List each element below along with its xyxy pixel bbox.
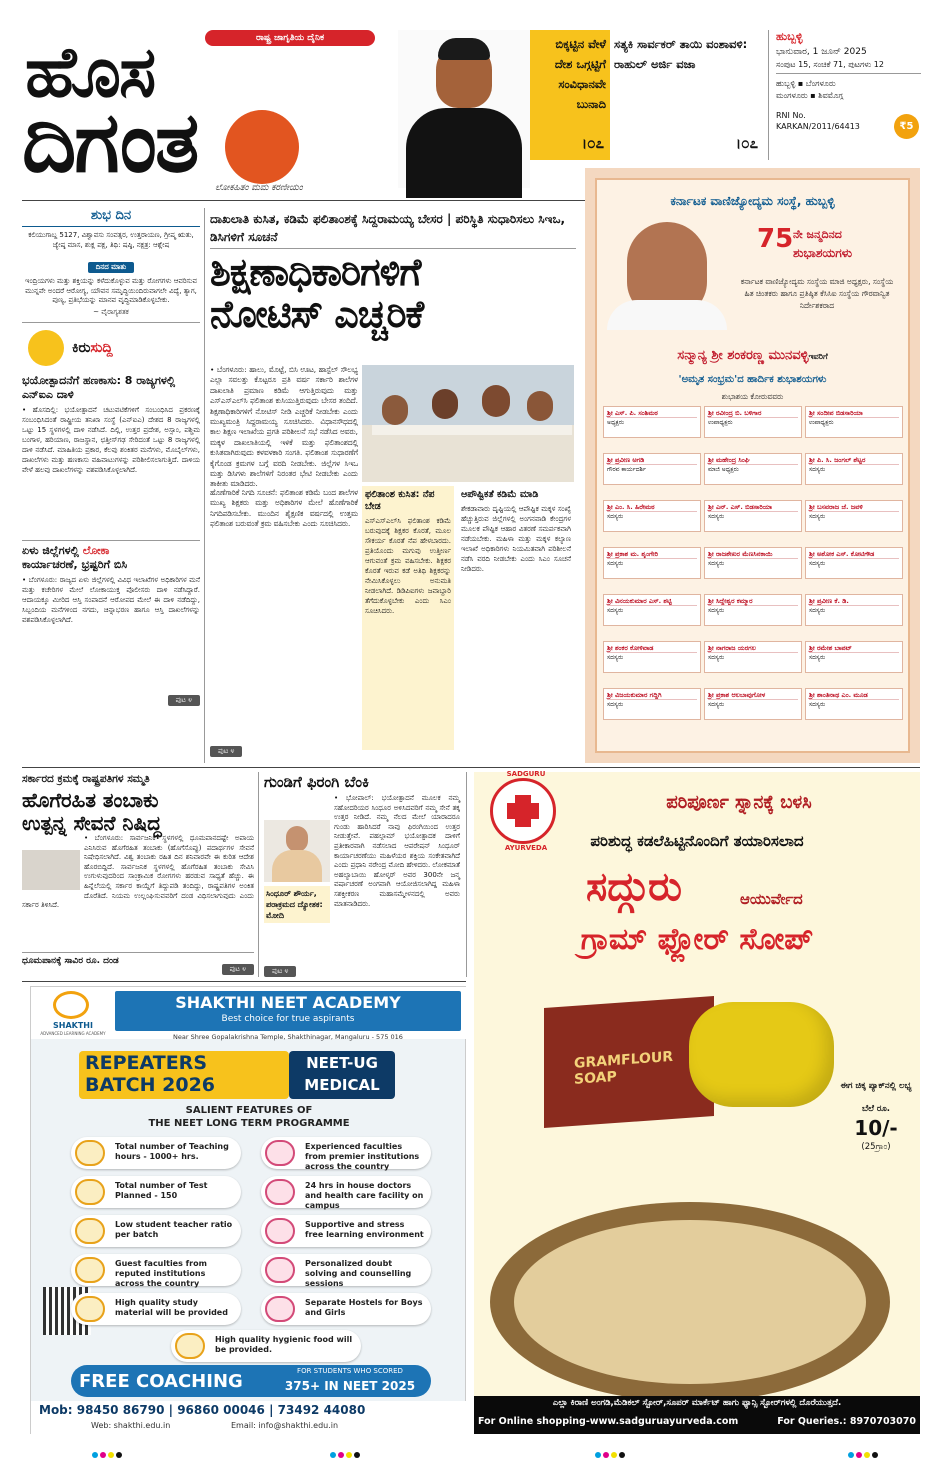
edition-info: ಹುಬ್ಬಳ್ಳಿ ಭಾನುವಾರ, 1 ಜೂನ್ 2025 ಸಂಪುಟ 15, ಸಂಚಿಕೆ 71, ಪುಟಗಳು 12 ಹುಬ್ಬಳ್ಳಿ ▪ ಬೆಂಗಳೂರು ಮಂಗಳೂರು ▪ ಶಿವಮೊಗ್ಗ ₹5 RNI No. KARKAN/2011/64413 <box>776 30 921 132</box>
registration-dots <box>848 1443 880 1462</box>
kiru-label: ಕಿರು <box>72 340 91 356</box>
neet-ad <box>30 986 466 1434</box>
modi-caption: ಸಿಂಧೂರ್ ಶೌರ್ಯ, ಪರಾಕ್ರಮದ ದ್ಯೋತಕ: ಮೋದಿ <box>264 886 330 923</box>
wish-cell-role: ಸದಸ್ಯರು <box>607 513 624 520</box>
neet-feature <box>71 1137 241 1169</box>
edition-4: ಶಿವಮೊಗ್ಗ <box>818 91 844 100</box>
edition-2: ಬೆಂಗಳೂರು <box>805 79 836 88</box>
wish-ad-shubhashaya: ಶುಭಾಶಯಗಳು <box>793 246 853 260</box>
wish-cell-role: ಸದಸ್ಯರು <box>708 560 725 567</box>
wish-cell-name: ಶ್ರೀ ಪಿ. ಸಿ. ಜಂಗಲ್ ಶೆಟ್ಟರ <box>809 456 899 465</box>
lead-kicker: ದಾಖಲಾತಿ ಕುಸಿತ, ಕಡಿಮೆ ಫಲಿತಾಂಶಕ್ಕೆ ಸಿದ್ದರಾಮಯ್ಯ ಬೇಸರ | ಪರಿಸ್ಥಿತಿ ಸುಧಾರಿಸಲು ಸಿಇಒ, ಡಿಸಿಗಳಿಗೆ ಸೂಚನೆ <box>210 210 576 249</box>
rni-number: RNI No. KARKAN/2011/64413 <box>776 111 860 131</box>
side-2-headline[interactable]: ಆಪೌಷ್ಟಿಕತೆ ಕಡಿಮೆ ಮಾಡಿ <box>461 489 539 500</box>
tobacco-body: • ಬೆಂಗಳೂರು: ಸಾರ್ವಜನಿಕ ಸ್ಥಳಗಳಲ್ಲಿ ಧೂಮಪಾನದಷ್ಟೇ ಅಪಾಯ ಎನಿಸಿರುವ ಹೊಗೆರಹಿತ ತಂಬಾಕು (ಹೊಗೆಸೊಪ್ಪು) ಪದಾರ್ಥಗಳ ಸೇವನೆ ನಿಷೇಧಿಸಲಾಗಿದೆ. ವಿಶ್ವ ತಂಬಾಕು ರಹಿತ ದಿನ ಶನಿವಾರವೇ ಈ ಕುರಿತ ಆದೇಶ ಹೊರಬಿದ್ದಿದೆ. ಸಾರ್ವಜನಿಕ ಸ್ಥಳಗಳಲ್ಲಿ ಹೊಗೆರಹಿತ ತಂಬಾಕು ಸೇವಿಸಿ ಉಗುಳುವುದರಿಂದ ಸಾಂಕ್ರಾಮಿಕ ರೋಗಗಳು ಹರಡುವ ಸಾಧ್ಯತೆ ಹೆಚ್ಚು. ಈ ಹಿನ್ನೆಲೆಯಲ್ಲಿ ಸರ್ಕಾರ ಕಾಯ್ದೆಗೆ ತಿದ್ದುಪಡಿ ತಂದಿದ್ದು, ರಾಷ್ಟ್ರಪತಿಗಳ ಅಂಕಿತ ದೊರೆತಿದೆ. ನಿಯಮ ಉಲ್ಲಂಘಿಸುವವರಿಗೆ ದಂಡ ವಿಧಿಸಲಾಗುವುದು ಎಂದು ಸರ್ಕಾರ ತಿಳಿಸಿದೆ. <box>22 834 254 910</box>
neet-feature <box>71 1176 241 1208</box>
neet-score: 375+ IN NEET 2025 <box>284 1379 416 1393</box>
tobacco-headline-1[interactable]: ಹೊಗೆರಹಿತ ತಂಬಾಕು <box>22 788 159 812</box>
masthead-slogan: ಲೋಕಹಿತಂ ಮಮ ಕರಣೀಯಂ <box>215 183 303 193</box>
wish-cell-name: ಶ್ರೀ ಮಹೇಂದ್ರ ಸಿಂಘಿ <box>708 456 798 465</box>
modi-body: • ಭೋಪಾಲ್: ಭಯೋತ್ಪಾದನೆ ಮೂಲಕ ನಮ್ಮ ಸಹೋದರಿಯರ ಸಿಂಧೂರ ಅಳಿಸಿದವರಿಗೆ ನಮ್ಮ ಸೇನೆ ತಕ್ಕ ಉತ್ತರ ನೀಡಿದೆ. ನಮ್ಮ ನೆಲದ ಮೇಲೆ ಯಾರಾದರೂ ಗುಂಡು ಹಾರಿಸಿದರೆ ನಾವು ಫಿರಂಗಿಯಿಂದ ಉತ್ತರ ನೀಡುತ್ತೇವೆ. ಪಹಲ್ಗಾಮ್ ಭಯೋತ್ಪಾದಕ ದಾಳಿಗೆ ಪ್ರತೀಕಾರವಾಗಿ ನಡೆಸಲಾದ ಆಪರೇಷನ್ ಸಿಂಧೂರ್ ಕಾರ್ಯಾಚರಣೆಯು ಮಹಿಳೆಯರ ಶಕ್ತಿಯ ಸಂಕೇತವಾಗಿದೆ ಎಂದು ಪ್ರಧಾನಿ ನರೇಂದ್ರ ಮೋದಿ ಹೇಳಿದರು. ಲೋಕಮಾತೆ ಅಹಲ್ಯಾಬಾಯಿ ಹೋಳ್ಕರ್ ಅವರ 300ನೇ ಜನ್ಮ ವರ್ಷಾಚರಣೆ ಅಂಗವಾಗಿ ಆಯೋಜಿಸಲಾಗಿದ್ದ ಮಹಿಳಾ ಸಶಕ್ತೀಕರಣ ಮಹಾಸಮ್ಮೇಳನದಲ್ಲಿ ಅವರು ಮಾತನಾಡಿದರು. <box>334 794 460 908</box>
wish-cell-name: ಶ್ರೀ ರಾಜಶೇಖರ ಮೆಣಸಿನಕಾಯಿ <box>708 550 798 559</box>
edition-date: ಭಾನುವಾರ, 1 ಜೂನ್ 2025 <box>776 47 867 57</box>
wish-cell-name: ಶ್ರೀ ಸಿದ್ದೇಶ್ವರ ಕಮ್ಮಾರ <box>708 597 798 606</box>
wish-ad-grid <box>597 406 908 746</box>
soap-line-1: ಪರಿಪೂರ್ಣ ಸ್ನಾನಕ್ಕೆ ಬಳಸಿ <box>666 792 812 813</box>
wish-cell <box>704 500 802 532</box>
lead-story <box>210 210 576 335</box>
neet-phone-1[interactable]: 98450 86790 <box>76 1403 165 1417</box>
shubha-dina-title: ಶುಭ ದಿನ <box>90 208 132 223</box>
news-1-headline[interactable]: ಭಯೋತ್ಪಾದನೆಗೆ ಹಣಕಾಸು: 8 ರಾಜ್ಯಗಳಲ್ಲಿ ಎನ್‌ಐಎ ದಾಳಿ <box>22 374 176 401</box>
wish-cell-role: ಸದಸ್ಯರು <box>809 513 826 520</box>
teaser-1-text: ಬಿಕ್ಕಟ್ಟಿನ ವೇಳೆ ದೇಶ ಒಗ್ಗಟ್ಟಿಗೆ ಸಂವಿಧಾನವೇ ಬುನಾದಿ <box>554 37 606 111</box>
quote-text: ಇಂದ್ರಿಯಗಳು ಮತ್ತು ಶಕ್ತಿಯನ್ನು ಕಳೆದುಕೊಳ್ಳುವ ಮತ್ತು ರೋಗಗಳು ಆವರಿಸುವ ಮುನ್ನವೇ ಅಂದರೆ ಆರೋಗ್ಯ, ಯೌವನ ಸಮೃದ್ಧಿಯಿಂದಿರುವಾಗಲೇ ವಿದ್ಯೆ, ತ್ಯಾಗ, ಪುಣ್ಯ, ಪ್ರತಿಭೆಯನ್ನು ಮಾನವ ವೃದ್ಧಿಮಾಡಿಕೊಳ್ಳಬೇಕು. <box>25 277 197 304</box>
registration-dots <box>595 1443 627 1462</box>
feature-icon <box>265 1257 295 1283</box>
wish-cell-name: ಶ್ರೀ ಶಾಂತಿನಾಥ ಎಂ. ಮೂಡ <box>809 691 899 700</box>
soap-price: 10/- <box>854 1116 898 1140</box>
neet-feature-text: Experienced faculties from premier institutions across the country <box>305 1142 420 1171</box>
masthead-map-emblem <box>225 110 299 184</box>
teaser-1-page: ।೦೭ <box>581 134 604 152</box>
news-1-body: • ಹೊಸದಿಲ್ಲಿ: ಭಯೋತ್ಪಾದನೆ ಚಟುವಟಿಕೆಗಳಿಗೆ ಸಂಬಂಧಿಸಿದ ಪ್ರಕರಣಕ್ಕೆ ಸಂಬಂಧಿಸಿದಂತೆ ರಾಷ್ಟ್ರೀಯ ತನಿಖಾ ಸಂಸ್ಥೆ (ಎನ್‌ಐಎ) ದೇಶದ 8 ರಾಜ್ಯಗಳಲ್ಲಿ ಒಟ್ಟು 15 ಸ್ಥಳಗಳಲ್ಲಿ ದಾಳಿ ನಡೆಸಿದೆ. ದಿಲ್ಲಿ, ಉತ್ತರ ಪ್ರದೇಶ, ಅಸ್ಸಾಂ, ಪಶ್ಚಿಮ ಬಂಗಾಳ, ಹರಿಯಾಣ, ರಾಜಸ್ಥಾನ, ಛತ್ತೀಸ್‌ಗಢ ಸೇರಿದಂತೆ ಒಟ್ಟು 8 ರಾಜ್ಯಗಳಲ್ಲಿ ದಾಳಿ ನಡೆಸಿದೆ. ಮಾಹಿತಿಯ ಪ್ರಕಾರ, ಕೆಲವು ಶಂಕಿತರ ಮನೆಗಳು, ಮೊಬೈಲ್‌ಗಳು, ದಾಖಲೆಗಳು ಮತ್ತು ಹಣಕಾಸು ವಹಿವಾಟುಗಳನ್ನು ಪರಿಶೀಲಿಸಲಾಗುತ್ತಿದೆ. ದಾಳಿಯ ವೇಳೆ ಹಲವು ದಾಖಲೆಗಳನ್ನು ವಶಪಡಿಸಿಕೊಳ್ಳಲಾಗಿದೆ. <box>22 406 200 474</box>
neet-phone-3[interactable]: 73492 44080 <box>277 1403 366 1417</box>
soap-name-2: ಆಯುರ್ವೇದ <box>740 890 803 908</box>
soap-online-link[interactable]: For Online shopping-www.sadguruayurveda.com <box>478 1416 739 1427</box>
shakthi-logo <box>53 991 89 1019</box>
wish-ad-name: ಸನ್ಮಾನ್ಯ ಶ್ರೀ ಶಂಕರಣ್ಣ ಮುನವಳ್ಳಿ <box>677 348 809 363</box>
feature-icon <box>265 1296 295 1322</box>
wish-cell <box>805 547 903 579</box>
feature-icon <box>75 1296 105 1322</box>
side-2-body: ಶೇಕಡಾವಾರು ದೃಷ್ಟಿಯಲ್ಲಿ ಆಪೌಷ್ಟಿಕ ಮಕ್ಕಳ ಸಂಖ್ಯೆ ಹೆಚ್ಚುತ್ತಿರುವ ಜಿಲ್ಲೆಗಳಲ್ಲಿ ಅಂಗನವಾಡಿ ಕೇಂದ್ರಗಳ ಮೂಲಕ ಪೌಷ್ಟಿಕ ಆಹಾರ ವಿತರಣೆ ಸಮರ್ಪಕವಾಗಿ ನಡೆಯಬೇಕು. ಮಹಿಳಾ ಮತ್ತು ಮಕ್ಕಳ ಕಲ್ಯಾಣ ಇಲಾಖೆ ಅಧಿಕಾರಿಗಳು ನಿಯಮಿತವಾಗಿ ಪರಿಶೀಲನೆ ನಡೆಸಿ ವರದಿ ನೀಡಬೇಕು ಎಂದು ಸಿಎಂ ಸೂಚನೆ ನೀಡಿದರು. <box>461 505 571 573</box>
masthead-photo <box>398 30 530 188</box>
soap-box-text: GRAMFLOUR SOAP <box>574 1048 674 1088</box>
neet-feature <box>71 1293 241 1325</box>
wish-cell-name: ಶ್ರೀ ಎನ್. ಎಸ್. ಬಿಡಸಾರಿಯಾ <box>708 503 798 512</box>
wish-cell-name: ಶ್ರೀ ಎಸ್. ಪಿ. ಸಂಶಿಮಠ <box>607 409 697 418</box>
neet-mob-label: Mob: <box>39 1403 73 1417</box>
wish-ad-org: ಕರ್ನಾಟಕ ವಾಣಿಜ್ಯೋದ್ಯಮ ಸಂಸ್ಥೆ, ಹುಬ್ಬಳ್ಳಿ <box>670 194 835 208</box>
megaphone-icon <box>28 330 64 366</box>
feature-icon <box>75 1257 105 1283</box>
neet-repeaters: REPEATERS <box>85 1052 207 1074</box>
wish-cell-name: ಶ್ರೀ ರಮೇಶ ಬಾಪಟ್ <box>809 644 899 653</box>
neet-title: SHAKTHI NEET ACADEMY <box>175 993 401 1012</box>
wish-cell-role: ಸದಸ್ಯರು <box>708 654 725 661</box>
wish-cell <box>704 547 802 579</box>
wish-cell <box>603 594 701 626</box>
shakthi-logo-sub: ADVANCED LEARNING ACADEMY <box>40 1031 106 1036</box>
neet-subtitle: Best choice for true aspirants <box>221 1014 355 1024</box>
neet-feature-text: High quality study material will be provided <box>115 1298 228 1317</box>
side-1-headline[interactable]: ಫಲಿತಾಂಶ ಕುಸಿತ: ನೆಪ ಬೇಡ <box>365 489 435 512</box>
sadguru-brand: SADGURU <box>506 770 546 778</box>
wish-ad-desc: ಕರ್ನಾಟಕ ವಾಣಿಜ್ಯೋದ್ಯಮ ಸಂಸ್ಥೆಯ ಮಾಜಿ ಅಧ್ಯಕ್ಷರು, ಸಂಸ್ಥೆಯ ಹಿತ ಚಿಂತಕರು ಹಾಗೂ ಪ್ರತಿಷ್ಠಿತ ಕೆಸಿಸಿಐ ಸಂಸ್ಥೆಯ ಗೌರವಾನ್ವಿತ ನಿರ್ದೇಶಕರಾದ <box>740 277 894 310</box>
tobacco-kicker: ಸರ್ಕಾರದ ಕ್ರಮಕ್ಕೆ ರಾಷ್ಟ್ರಪತಿಗಳ ಸಮ್ಮತಿ <box>22 773 150 785</box>
wish-cell-role: ಉಪಾಧ್ಯಕ್ಷರು <box>708 419 733 426</box>
wish-ad-amrita: 'ಅಮೃತ ಸಂಭ್ರಮ'ದ ಹಾರ್ದಿಕ ಶುಭಾಶಯಗಳು <box>678 374 827 385</box>
soap-line-2: ಪರಿಶುದ್ಧ ಕಡಲೆಹಿಟ್ಟಿನೊಂದಿಗೆ ತಯಾರಿಸಲಾದ <box>590 832 804 850</box>
neet-feature-text: Low student teacher ratio per batch <box>115 1220 233 1239</box>
news-2-page-link[interactable]: ಪುಟ ೪ <box>168 695 200 706</box>
wish-cell-name: ಶ್ರೀ ರವೀಂದ್ರ ಬಿ. ಬಳಿಗಾರ <box>708 409 798 418</box>
wish-cell <box>805 406 903 438</box>
wish-ad-number: 75 <box>757 224 794 254</box>
wish-cell <box>603 453 701 485</box>
neet-feature-text: Total number of Teaching hours - 1000+ hrs. <box>115 1142 229 1161</box>
feature-icon <box>265 1140 295 1166</box>
wish-cell-name: ಶ್ರೀ ಪ್ರಕಾಶ ಮ. ಶೃಂಗೇರಿ <box>607 550 697 559</box>
masthead-tagline: ರಾಷ್ಟ್ರ ಜಾಗೃತಿಯ ದೈನಿಕ <box>205 30 375 46</box>
wish-cell-role: ಗೌರವ ಕಾರ್ಯದರ್ಶಿ <box>607 466 647 473</box>
modi-page-link[interactable]: ಪುಟ ೪ <box>264 966 296 977</box>
neet-feature-last: High quality hygienic food will be provided. <box>171 1330 361 1362</box>
price-badge: ₹5 <box>894 114 919 139</box>
side-story-1 <box>362 486 454 750</box>
soap-price-label: ಬೆಲೆ ರೂ. <box>861 1104 891 1114</box>
soap-availability: ಈಗ ಚಿಕ್ಕ ಪ್ಯಾಕ್‌ನಲ್ಲಿ ಲಭ್ಯ <box>840 1081 912 1091</box>
wish-cell-role: ಸದಸ್ಯರು <box>809 560 826 567</box>
shakthi-logo-text: SHAKTHI <box>53 1021 93 1030</box>
neet-feature-text: 24 hrs in house doctors and health care facility on campus <box>305 1181 424 1210</box>
neet-feature <box>71 1254 241 1286</box>
neet-feature-text: Supportive and stress free learning environment <box>305 1220 424 1239</box>
tobacco-story <box>22 772 254 977</box>
teaser-2[interactable] <box>614 30 764 160</box>
wish-cell <box>704 406 802 438</box>
wish-cell-name: ಶ್ರೀ ವಿಜಯಕುಮಾರ ಗದ್ದಿಗಿ <box>607 691 697 700</box>
soap-bar <box>689 1002 834 1107</box>
suddi-label: ಸುದ್ದಿ <box>90 340 113 356</box>
feature-icon <box>75 1179 105 1205</box>
wish-cell-role: ಉಪಾಧ್ಯಕ್ಷರು <box>809 419 834 426</box>
wish-cell <box>603 500 701 532</box>
wish-cell-name: ಶ್ರೀ ಬಸವರಾಜ ಜೆ. ಜವಳಿ <box>809 503 899 512</box>
edition-issue: ಸಂಪುಟ 15, ಸಂಚಿಕೆ 71, ಪುಟಗಳು 12 <box>776 60 921 74</box>
wish-cell <box>603 641 701 673</box>
neet-salient-1: SALIENT FEATURES OF <box>185 1105 313 1116</box>
wish-ad-name-suffix: ಇವರಿಗೆ <box>808 352 828 361</box>
left-column <box>22 208 200 763</box>
neet-feature <box>261 1137 431 1169</box>
lead-headline-2[interactable]: ನೋಟಿಸ್ ಎಚ್ಚರಿಕೆ <box>210 292 424 336</box>
neet-web[interactable]: Web: shakthi.edu.in <box>91 1421 171 1430</box>
wish-cell <box>704 594 802 626</box>
news-2-headline-red: ಲೋಕಾ <box>82 544 110 557</box>
neet-feature <box>71 1215 241 1247</box>
side-1-body: ಎಸ್‌ಎಸ್‌ಎಲ್‌ಸಿ ಫಲಿತಾಂಶ ಕಡಿಮೆ ಬರುವುದಕ್ಕೆ ಶಿಕ್ಷಕರ ಕೊರತೆ, ಮೂಲ ಸೌಕರ್ಯ ಕೊರತೆ ನೆಪ ಹೇಳಬಾರದು. ಪ್ರತಿಯೊಂದು ಮಗುವು ಉತ್ತೀರ್ಣ ಆಗುವಂತೆ ಕ್ರಮ ವಹಿಸಬೇಕು. ಶಿಕ್ಷಕರ ಕೊರತೆ ಇರುವ ಕಡೆ ಅತಿಥಿ ಶಿಕ್ಷಕರನ್ನು ನೇಮಿಸಿಕೊಳ್ಳಲು ಅನುಮತಿ ನೀಡಲಾಗಿದೆ. ಡಿಡಿಪಿಐಗಳು ಜವಾಬ್ದಾರಿ ತೆಗೆದುಕೊಳ್ಳಬೇಕು ಎಂದು ಸಿಎಂ ಸೂಚಿಸಿದರು. <box>365 517 451 615</box>
news-2-body: • ಬೆಂಗಳೂರು: ರಾಜ್ಯದ ಏಳು ಜಿಲ್ಲೆಗಳಲ್ಲಿ ವಿವಿಧ ಇಲಾಖೆಗಳ ಅಧಿಕಾರಿಗಳ ಮನೆ ಮತ್ತು ಕಚೇರಿಗಳ ಮೇಲೆ ಲೋಕಾಯುಕ್ತ ಪೊಲೀಸರು ದಾಳಿ ನಡೆಸಿದ್ದಾರೆ. ಆದಾಯಕ್ಕೂ ಮೀರಿದ ಆಸ್ತಿ ಸಂಪಾದನೆ ಆರೋಪದ ಮೇಲೆ ಈ ದಾಳಿ ನಡೆದಿದ್ದು, ಸಿಬ್ಬಂದಿಯ ಮನೆಗಳಿಂದ ನಗದು, ಚಿನ್ನಾಭರಣ ಹಾಗೂ ಆಸ್ತಿ ದಾಖಲೆಗಳನ್ನು ವಶಪಡಿಸಿಕೊಳ್ಳಲಾಗಿದೆ. <box>22 576 200 624</box>
wish-cell-role: ಸದಸ್ಯರು <box>809 466 826 473</box>
neet-feature <box>261 1215 431 1247</box>
birthday-wish-ad <box>585 168 920 763</box>
sadguru-brand-2: AYURVEDA <box>504 844 548 852</box>
wish-ad-from: ಶುಭಾಶಯ ಕೋರುವವರು <box>721 392 784 401</box>
dinada-matu-title: ದಿನದ ಮಾತು <box>88 262 134 273</box>
wish-cell-role: ಸದಸ್ಯರು <box>607 654 624 661</box>
wish-cell-role: ಸದಸ್ಯರು <box>607 560 624 567</box>
wish-cell-name: ಶ್ರೀ ಅಶೋಕ ಎಸ್. ಕೋಟಿಗೌಡ <box>809 550 899 559</box>
feature-icon <box>75 1218 105 1244</box>
wish-cell <box>704 688 802 720</box>
lead-body-1: • ಬೆಂಗಳೂರು: ಹಾಲು, ಮೊಟ್ಟೆ, ಬಿಸಿ ಊಟ, ಹಾಸ್ಟೆಲ್ ಸೌಲಭ್ಯ ಎಲ್ಲಾ ಸವಲತ್ತು ಕೊಟ್ಟರೂ ಪ್ರತಿ ವರ್ಷ ಸರ್ಕಾರಿ ಶಾಲೆಗಳ ದಾಖಲಾತಿ ಪ್ರಮಾಣ ಕಡಿಮೆ ಆಗುತ್ತಿರುವುದು ಮತ್ತು ಎಸ್‌ಎಸ್‌ಎಲ್‌ಸಿ ಫಲಿತಾಂಶ ಕುಸಿಯುತ್ತಿರುವುದು ಬೇಸರ ತಂದಿದೆ. ಶಿಕ್ಷಣಾಧಿಕಾರಿಗಳಿಗೆ ನೋಟಿಸ್ ನೀಡಿ ಎಚ್ಚರಿಕೆ ನೀಡಬೇಕು ಎಂದು ಮುಖ್ಯಮಂತ್ರಿ ಸಿದ್ದರಾಮಯ್ಯ ಸೂಚಿಸಿದರು. ವಿಧಾನಸೌಧದಲ್ಲಿ ಕಾಲ ಶಿಕ್ಷಣ ಇಲಾಖೆಯ ಪ್ರಗತಿ ಪರಿಶೀಲನೆ ಸಭೆ ನಡೆಸಿದ ಅವರು, ಮಕ್ಕಳ ದಾಖಲಾತಿಯಲ್ಲಿ ಇಳಿಕೆ ಮತ್ತು ಫಲಿತಾಂಶದಲ್ಲಿ ಕುಸಿತವಾಗಿರುವುದು ಕಳವಳಕಾರಿ ಸಂಗತಿ. ಫಲಿತಾಂಶ ಸುಧಾರಣೆಗೆ ಕೈಗೊಂಡ ಕ್ರಮಗಳ ಬಗ್ಗೆ ವರದಿ ನೀಡಬೇಕು. ಜಿಲ್ಲೆಗಳ ಸಿಇಒ ಮತ್ತು ಡಿಸಿಗಳು ಶಾಲೆಗಳಿಗೆ ನಿರಂತರ ಭೇಟಿ ನೀಡಬೇಕು ಎಂದು ತಾಕೀತು ಮಾಡಿದರು. <box>210 365 358 489</box>
wish-ad-name-line <box>597 348 908 363</box>
neet-for: FOR STUDENTS WHO SCORED <box>297 1367 403 1375</box>
wish-cell-role: ಸದಸ್ಯರು <box>708 513 725 520</box>
tobacco-body-wrap <box>22 834 254 946</box>
wish-cell-role: ಅಧ್ಯಕ್ಷರು <box>607 419 624 426</box>
soap-weight: (25ಗ್ರಾಂ) <box>861 1142 891 1152</box>
wish-cell <box>805 453 903 485</box>
soap-queries[interactable]: For Queries.: 8970703070 <box>777 1416 916 1427</box>
neet-phone-2[interactable]: 96860 00046 <box>177 1403 265 1417</box>
wish-cell <box>805 641 903 673</box>
side-story-2 <box>458 486 574 750</box>
news-2-headline-a: ಏಳು ಜಿಲ್ಲೆಗಳಲ್ಲಿ <box>22 544 83 557</box>
neet-feature-text: Personalized doubt solving and counselling sessions <box>305 1259 412 1288</box>
wish-cell <box>603 406 701 438</box>
wish-cell-role: ಸದಸ್ಯರು <box>708 607 725 614</box>
registration-dots <box>330 1443 362 1462</box>
feature-icon <box>75 1140 105 1166</box>
edition-city: ಹುಬ್ಬಳ್ಳಿ <box>776 30 803 43</box>
neet-address: Near Shree Gopalakrishna Temple, Shakthinagar, Mangaluru - 575 016 <box>173 1033 403 1041</box>
neet-feature-text: Separate Hostels for Boys and Girls <box>305 1298 423 1317</box>
panchanga-text: ಕಲಿಯುಗಾಬ್ದ 5127, ವಿಶ್ವಾವಸು ಸಂವತ್ಸರ, ಉತ್ತರಾಯಣ, ಗ್ರೀಷ್ಮ ಋತು, ಜ್ಯೇಷ್ಠ ಮಾಸ, ಶುಕ್ಲ ಪಕ್ಷ, ತಿಥಿ: ಷಷ್ಠಿ, ನಕ್ಷತ್ರ: ಆಶ್ಲೇಷ <box>28 231 194 249</box>
wish-cell-name: ಶ್ರೀ ಎಂ. ಸಿ. ಹಿರೇಮಠ <box>607 503 697 512</box>
wish-cell <box>805 688 903 720</box>
modi-headline[interactable]: ಗುಂಡಿಗೆ ಫಿರಂಗಿ ಬೆಂಕಿ <box>264 773 370 791</box>
neet-feature-text: Total number of Test Planned - 150 <box>115 1181 208 1200</box>
tobacco-headline-2[interactable]: ಉತ್ಪನ್ನ ಸೇವನೆ ನಿಷಿದ್ಧ <box>22 811 162 835</box>
neet-batch: BATCH 2026 <box>85 1074 216 1096</box>
wish-cell-role: ಸದಸ್ಯರು <box>708 701 725 708</box>
wish-cell-name: ಶ್ರೀ ಪ್ರವೀಣ ಕೆ. ಡಿ. <box>809 597 899 606</box>
wish-cell-name: ಶ್ರೀ ಸಂದೀಪ ಬಿಡಸಾರಿಯಾ <box>809 409 899 418</box>
neet-feature <box>261 1254 431 1286</box>
modi-photo <box>264 820 330 882</box>
soap-product: ಗ್ರಾಮ್ ಫ್ಲೋರ್ ಸೋಪ್ <box>580 922 814 957</box>
quote-source: ~ ವೈರಾಗ್ಯಶತಕ <box>93 307 129 316</box>
soap-shops: ಎಲ್ಲಾ ಕಿರಾಣಿ ಅಂಗಡಿ,ಮೆಡಿಕಲ್ ಸ್ಟೋರ್,ಸೂಪರ್ ಮಾರ್ಕೆಟ್ ಹಾಗು ಫ್ಯಾನ್ಸಿ ಸ್ಟೋರ್‌ಗಳಲ್ಲಿ ದೊರೆಯುತ್ತದೆ. <box>552 1398 842 1408</box>
neet-email[interactable]: Email: info@shakthi.edu.in <box>231 1421 339 1430</box>
lead-page-link[interactable]: ಪುಟ ೪ <box>210 746 242 757</box>
wish-cell <box>603 547 701 579</box>
neet-ug: NEET-UG <box>306 1054 378 1072</box>
neet-free-coaching: FREE COACHING <box>79 1371 243 1392</box>
wish-cell <box>704 641 802 673</box>
lead-photo <box>362 365 574 482</box>
wish-cell-role: ಸದಸ್ಯರು <box>607 607 624 614</box>
masthead-title-line2: ದಿಗಂತ <box>22 93 198 191</box>
wish-cell-name: ಶ್ರೀ ಪ್ರವೀಣ ಅಗಡಿ <box>607 456 697 465</box>
wish-cell-name: ಶ್ರೀ ಶಂಕರ ಕೋಳಿವಾಡ <box>607 644 697 653</box>
wish-cell <box>704 453 802 485</box>
modi-story <box>264 772 460 977</box>
wish-cell-role: ಸದಸ್ಯರು <box>607 701 624 708</box>
feature-icon <box>265 1179 295 1205</box>
masthead-title-line1: ಹೊಸ <box>25 31 155 113</box>
neet-medical: MEDICAL <box>304 1076 380 1094</box>
wish-cell <box>603 688 701 720</box>
tobacco-page-link[interactable]: ಪುಟ ೪ <box>222 964 254 975</box>
wish-cell-name: ಶ್ರೀ ಪ್ರಕಾಶ ಆಲಬಾವುಗೋಳ <box>708 691 798 700</box>
wish-cell <box>805 500 903 532</box>
wish-cell-name: ಶ್ರೀ ವಿನಯಕುಮಾರ ಎಸ್. ಶಟ್ಟಿ <box>607 597 697 606</box>
wish-ad-janmadina: ನೇ ಜನ್ಮದಿನದ <box>793 228 842 241</box>
neet-feature <box>261 1293 431 1325</box>
lead-headline-1[interactable]: ಶಿಕ್ಷಣಾಧಿಕಾರಿಗಳಿಗೆ <box>210 250 421 294</box>
neet-phones: Mob: 98450 86790 | 96860 00046 | 73492 44080 <box>39 1403 366 1417</box>
neet-feature-text: Guest faculties from reputed institutions across the country <box>115 1259 207 1288</box>
kiru-suddi-header <box>22 328 200 368</box>
neet-feature <box>261 1176 431 1208</box>
wish-cell-role: ಸದಸ್ಯರು <box>809 654 826 661</box>
registration-dots <box>92 1443 124 1462</box>
edition-3: ಮಂಗಳೂರು <box>776 91 808 100</box>
lead-body-2: ಹೊಣೆಗಾರಿಕೆ ನಿಗದಿ ಸೂಚನೆ: ಫಲಿತಾಂಶ ಕಡಿಮೆ ಬಂದ ಶಾಲೆಗಳ ಮುಖ್ಯ ಶಿಕ್ಷಕರು ಮತ್ತು ಅಧಿಕಾರಿಗಳ ಮೇಲೆ ಹೊಣೆಗಾರಿಕೆ ನಿಗದಿಪಡಿಸಬೇಕು. ಮುಂದಿನ ಶೈಕ್ಷಣಿಕ ವರ್ಷದಲ್ಲಿ ಉತ್ತಮ ಫಲಿತಾಂಶ ಬರುವಂತೆ ಕ್ರಮ ವಹಿಸಬೇಕು ಎಂದು ಸೂಚಿಸಿದರು. <box>210 488 358 529</box>
wish-cell-role: ಸದಸ್ಯರು <box>809 701 826 708</box>
wish-cell-role: ಸದಸ್ಯರು <box>809 607 826 614</box>
wish-cell-role: ಮಾಜಿ ಅಧ್ಯಕ್ಷರು <box>708 466 739 473</box>
teaser-2-text: ಸತ್ಯಕಿ ಸಾರ್ವಕರ್ ತಾಯಿ ವಂಶಾವಳಿ: ರಾಹುಲ್ ಅರ್ಜಿ ವಜಾ <box>614 37 748 71</box>
teaser-2-page: ।೦೭ <box>735 134 758 152</box>
feature-icon <box>265 1218 295 1244</box>
wish-cell-name: ಶ್ರೀ ನಾಗರಾಜ ಯರಗಲ <box>708 644 798 653</box>
soap-ad <box>474 772 920 1434</box>
soap-name: ಸದ್ಗುರು <box>586 864 682 910</box>
teaser-1[interactable] <box>530 30 610 160</box>
wish-cell <box>805 594 903 626</box>
neet-salient-2: THE NEET LONG TERM PROGRAMME <box>148 1118 350 1129</box>
news-2-headline-b: ಕಾರ್ಯಾಚರಣೆ, ಭ್ರಷ್ಟರಿಗೆ ಬಿಸಿ <box>22 558 128 571</box>
tobacco-footer[interactable]: ಧೂಮಪಾನಕ್ಕೆ ಸಾವಿರ ರೂ. ದಂಡ <box>22 956 119 966</box>
edition-1: ಹುಬ್ಬಳ್ಳಿ <box>776 79 796 88</box>
